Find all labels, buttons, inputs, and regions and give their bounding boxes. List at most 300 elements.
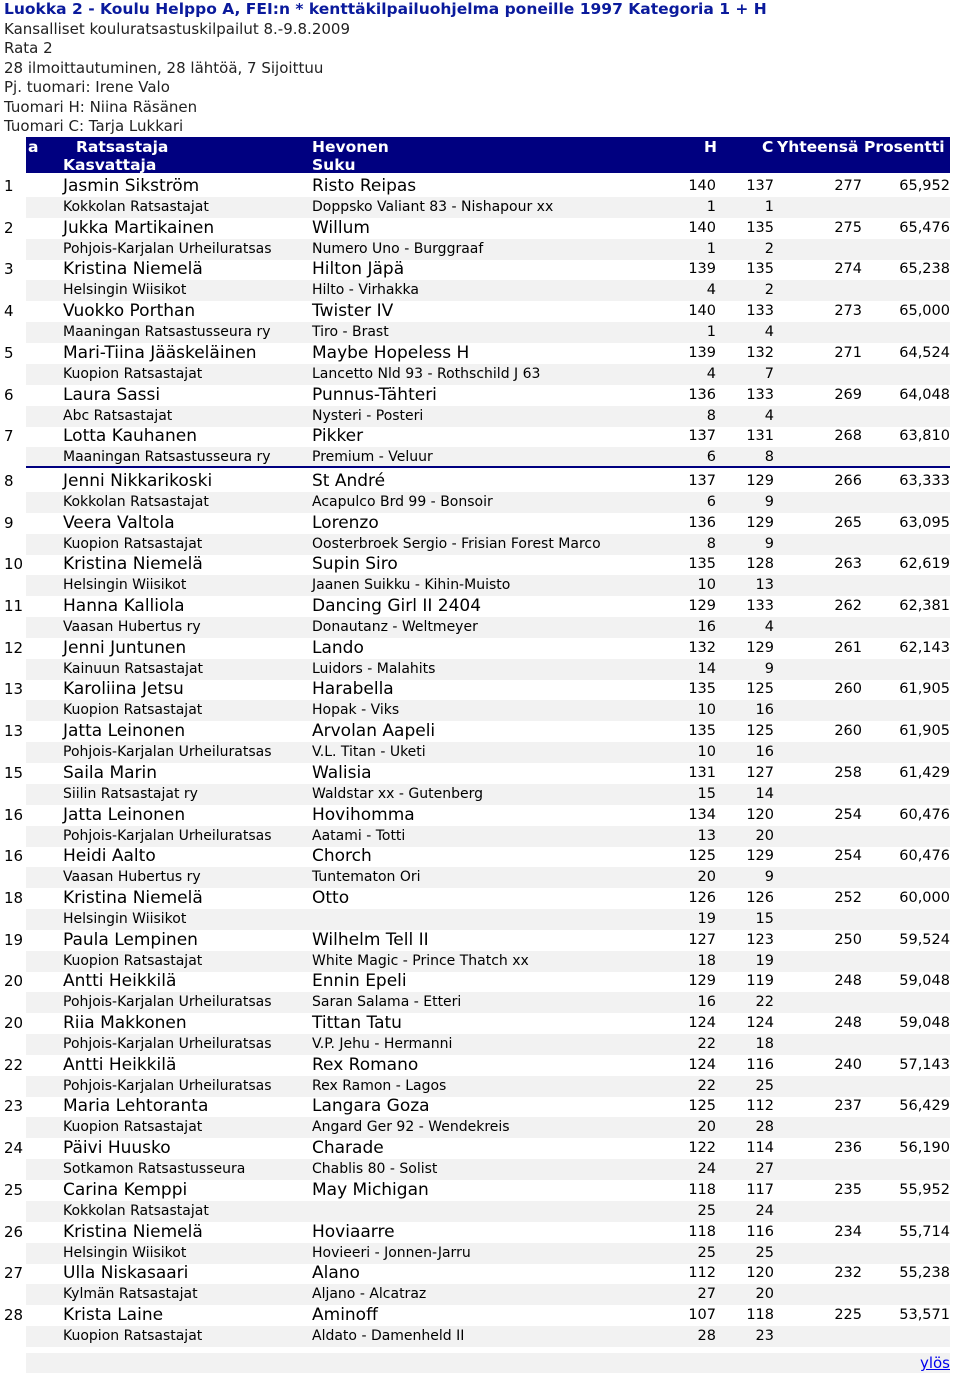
table-row	[0, 1180, 960, 1222]
table-row	[0, 930, 960, 972]
club-name: Helsingin Wiisikot	[63, 1244, 187, 1261]
score-total: 277	[834, 178, 862, 194]
horse-name: Supin Siro	[312, 554, 398, 575]
score-c: 133	[746, 598, 774, 614]
score-c: 120	[746, 1265, 774, 1282]
score-c: 125	[746, 681, 774, 698]
placing-c: 9	[764, 535, 774, 552]
rider-name: Jukka Martikainen	[63, 217, 215, 238]
rider-name: Jenni Nikkarikoski	[63, 470, 213, 491]
table-row	[0, 301, 960, 343]
club-name: Kuopion Ratsastajat	[63, 952, 203, 969]
horse-name: Pikker	[312, 426, 364, 447]
score-h: 139	[688, 344, 716, 361]
rank: 16	[4, 847, 24, 866]
placing-h: 4	[706, 365, 716, 382]
placing-c: 9	[764, 869, 774, 886]
pedigree: Luidors - Malahits	[312, 660, 436, 677]
pedigree: V.L. Titan - Uketi	[312, 744, 426, 761]
club-name: Abc Ratsastajat	[63, 407, 173, 424]
score-percent: 63,095	[899, 514, 950, 531]
rider-name: Ulla Niskasaari	[63, 1263, 189, 1284]
score-c: 137	[746, 178, 774, 194]
score-c: 124	[746, 1015, 774, 1031]
score-c: 129	[746, 472, 774, 489]
score-c: 127	[746, 764, 774, 781]
club-name: Pohjois-Karjalan Urheiluratsas	[63, 240, 272, 257]
placing-c: 2	[764, 282, 774, 299]
score-total: 258	[834, 764, 862, 781]
score-total: 237	[834, 1098, 862, 1115]
score-total: 263	[834, 556, 862, 573]
score-c: 131	[746, 428, 774, 445]
score-percent: 62,381	[899, 598, 950, 614]
score-c: 123	[746, 931, 774, 948]
table-row	[0, 638, 960, 680]
score-h: 134	[688, 806, 716, 823]
pedigree: Hopak - Viks	[312, 702, 400, 719]
placing-h: 1	[706, 240, 716, 257]
table-row	[0, 343, 960, 385]
club-name: Kokkolan Ratsastajat	[63, 493, 209, 510]
placing-h: 25	[697, 1202, 716, 1219]
placing-h: 6	[706, 493, 716, 510]
score-h: 135	[688, 681, 716, 698]
placing-h: 10	[697, 577, 716, 594]
horse-name: Chorch	[312, 846, 372, 867]
score-percent: 64,524	[899, 344, 950, 361]
score-percent: 55,952	[899, 1181, 950, 1198]
rank: 10	[4, 555, 24, 574]
score-total: 268	[834, 428, 862, 445]
pedigree: Hilto - Virhakka	[312, 282, 419, 299]
table-row	[0, 679, 960, 721]
placing-h: 1	[706, 324, 716, 341]
placing-h: 22	[697, 1036, 716, 1052]
table-row	[0, 1263, 960, 1305]
rider-name: Jatta Leinonen	[63, 721, 186, 742]
placing-c: 15	[755, 910, 774, 927]
placing-c: 16	[755, 744, 774, 761]
score-c: 135	[746, 261, 774, 278]
club-name: Vaasan Hubertus ry	[63, 869, 201, 886]
score-h: 129	[688, 598, 716, 614]
rider-name: Antti Heikkilä	[63, 1054, 177, 1075]
score-total: 248	[834, 973, 862, 990]
club-name: Pohjois-Karjalan Urheiluratsas	[63, 994, 272, 1011]
score-c: 133	[746, 303, 774, 320]
score-h: 140	[688, 178, 716, 194]
score-percent: 62,619	[899, 556, 950, 573]
placing-c: 8	[764, 449, 774, 466]
score-total: 248	[834, 1015, 862, 1031]
horse-name: Willum	[312, 217, 370, 238]
score-c: 126	[746, 889, 774, 906]
score-h: 118	[688, 1181, 716, 1198]
score-c: 117	[746, 1181, 774, 1198]
club-name: Siilin Ratsastajat ry	[63, 785, 198, 802]
table-row	[0, 1305, 960, 1347]
score-total: 265	[834, 514, 862, 531]
club-name: Kuopion Ratsastajat	[63, 365, 203, 382]
pedigree: Numero Uno - Burggraaf	[312, 240, 484, 257]
score-percent: 65,000	[899, 303, 950, 320]
footer-band	[26, 1353, 950, 1373]
horse-name: Risto Reipas	[312, 176, 417, 196]
rank: 20	[4, 972, 24, 991]
placing-h: 8	[706, 407, 716, 424]
rank: 7	[4, 427, 14, 446]
arena-name: Rata 2	[4, 39, 53, 57]
score-c: 128	[746, 556, 774, 573]
score-h: 124	[688, 1015, 716, 1031]
placing-separator	[26, 466, 950, 468]
rank: 15	[4, 763, 24, 782]
horse-name: Twister IV	[312, 301, 394, 322]
table-row	[0, 385, 960, 427]
rider-name: Kristina Niemelä	[63, 1221, 203, 1242]
pedigree: Lancetto Nld 93 - Rothschild J 63	[312, 365, 541, 382]
club-name: Pohjois-Karjalan Urheiluratsas	[63, 827, 272, 844]
score-total: 261	[834, 639, 862, 656]
score-percent: 60,476	[899, 848, 950, 865]
placing-c: 2	[764, 240, 774, 257]
club-name: Kuopion Ratsastajat	[63, 1119, 203, 1136]
placing-h: 19	[697, 910, 716, 927]
score-h: 140	[688, 219, 716, 236]
pedigree: Oosterbroek Sergio - Frisian Forest Marco	[312, 535, 601, 552]
pedigree: Premium - Veluur	[312, 449, 433, 466]
placing-h: 13	[697, 827, 716, 844]
table-row	[0, 513, 960, 555]
score-c: 116	[746, 1056, 774, 1073]
score-h: 122	[688, 1140, 716, 1157]
rank: 20	[4, 1014, 24, 1032]
placing-h: 22	[697, 1077, 716, 1094]
horse-name: Ennin Epeli	[312, 971, 407, 992]
rider-name: Veera Valtola	[63, 512, 175, 533]
pedigree: V.P. Jehu - Hermanni	[312, 1036, 453, 1052]
score-total: 235	[834, 1181, 862, 1198]
club-name: Vaasan Hubertus ry	[63, 619, 201, 635]
score-h: 137	[688, 472, 716, 489]
pedigree: Jaanen Suikku - Kihin-Muisto	[312, 577, 511, 594]
score-c: 112	[746, 1098, 774, 1115]
page-header	[4, 0, 767, 137]
table-row	[0, 1013, 960, 1055]
chief-judge: Pj. tuomari: Irene Valo	[4, 78, 170, 96]
col-percent: Prosentti	[864, 138, 945, 156]
score-h: 135	[688, 723, 716, 740]
score-percent: 55,238	[899, 1265, 950, 1282]
placing-h: 6	[706, 449, 716, 466]
score-total: 240	[834, 1056, 862, 1073]
horse-name: Otto	[312, 887, 350, 908]
club-name: Kokkolan Ratsastajat	[63, 199, 209, 215]
horse-name: Harabella	[312, 679, 394, 700]
score-total: 271	[834, 344, 862, 361]
horse-name: Hoviaarre	[312, 1221, 395, 1242]
club-name: Maaningan Ratsastusseura ry	[63, 449, 271, 466]
col-club: Kasvattaja	[63, 156, 157, 174]
placing-c: 9	[764, 660, 774, 677]
score-h: 125	[688, 1098, 716, 1115]
placing-h: 10	[697, 744, 716, 761]
score-percent: 59,048	[899, 973, 950, 990]
placing-h: 27	[697, 1286, 716, 1303]
score-c: 118	[746, 1306, 774, 1323]
placing-c: 7	[764, 365, 774, 382]
score-h: 126	[688, 889, 716, 906]
rank: 18	[4, 888, 24, 907]
score-c: 114	[746, 1140, 774, 1157]
score-percent: 59,524	[899, 931, 950, 948]
score-percent: 61,905	[899, 681, 950, 698]
rank: 11	[4, 597, 24, 615]
club-name: Pohjois-Karjalan Urheiluratsas	[63, 744, 272, 761]
col-horse: Hevonen	[312, 138, 389, 156]
score-total: 250	[834, 931, 862, 948]
rank: 28	[4, 1305, 24, 1324]
score-percent: 62,143	[899, 639, 950, 656]
table-row	[0, 971, 960, 1013]
placing-c: 16	[755, 702, 774, 719]
rank: 12	[4, 638, 24, 657]
col-c: C	[762, 138, 774, 156]
club-name: Pohjois-Karjalan Urheiluratsas	[63, 1036, 272, 1052]
score-total: 252	[834, 889, 862, 906]
pedigree: Angard Ger 92 - Wendekreis	[312, 1119, 510, 1136]
placing-c: 19	[755, 952, 774, 969]
rank: 4	[4, 302, 14, 321]
score-total: 254	[834, 848, 862, 865]
rank: 22	[4, 1055, 24, 1074]
table-row	[0, 218, 960, 260]
score-h: 112	[688, 1265, 716, 1282]
rank: 3	[4, 260, 14, 279]
horse-name: Charade	[312, 1138, 384, 1159]
rank: 2	[4, 218, 14, 237]
pedigree: Aatami - Totti	[312, 827, 406, 844]
horse-name: Lorenzo	[312, 512, 379, 533]
score-h: 118	[688, 1223, 716, 1240]
score-percent: 60,476	[899, 806, 950, 823]
rider-name: Maria Lehtoranta	[63, 1096, 209, 1117]
horse-name: Wilhelm Tell II	[312, 929, 429, 950]
score-h: 136	[688, 514, 716, 531]
placing-h: 24	[697, 1161, 716, 1178]
rider-name: Jatta Leinonen	[63, 804, 186, 825]
score-c: 119	[746, 973, 774, 990]
rider-name: Kristina Niemelä	[63, 554, 203, 575]
placing-c: 23	[755, 1327, 774, 1344]
score-h: 135	[688, 556, 716, 573]
placing-c: 22	[755, 994, 774, 1011]
pedigree: Saran Salama - Etteri	[312, 994, 462, 1011]
col-rider: Ratsastaja	[76, 138, 169, 156]
table-row	[0, 1138, 960, 1180]
score-c: 129	[746, 639, 774, 656]
score-percent: 55,714	[899, 1223, 950, 1240]
rider-name: Vuokko Porthan	[63, 301, 196, 322]
score-h: 137	[688, 428, 716, 445]
club-name: Helsingin Wiisikot	[63, 910, 187, 927]
score-total: 254	[834, 806, 862, 823]
table-row	[0, 471, 960, 513]
placing-h: 28	[697, 1327, 716, 1344]
placing-c: 9	[764, 493, 774, 510]
placing-c: 4	[764, 324, 774, 341]
club-name: Kuopion Ratsastajat	[63, 1327, 203, 1344]
score-percent: 60,000	[899, 889, 950, 906]
score-c: 135	[746, 219, 774, 236]
judge-c: Tuomari C: Tarja Lukkari	[4, 117, 184, 135]
table-row	[0, 1096, 960, 1138]
score-c: 125	[746, 723, 774, 740]
score-h: 127	[688, 931, 716, 948]
placing-c: 4	[764, 407, 774, 424]
rank: 24	[4, 1139, 24, 1158]
table-row	[0, 1055, 960, 1097]
rank: 9	[4, 513, 14, 532]
rider-name: Carina Kemppi	[63, 1179, 188, 1200]
judge-h: Tuomari H: Niina Räsänen	[4, 97, 198, 116]
rank: 16	[4, 805, 24, 824]
horse-name: St André	[312, 470, 386, 491]
rider-name: Hanna Kalliola	[63, 596, 185, 616]
placing-c: 20	[755, 1286, 774, 1303]
score-h: 132	[688, 639, 716, 656]
horse-name: Alano	[312, 1263, 360, 1284]
placing-c: 13	[755, 577, 774, 594]
placing-h: 16	[697, 619, 716, 635]
placing-c: 14	[755, 785, 774, 802]
placing-h: 18	[697, 952, 716, 969]
placing-h: 16	[697, 994, 716, 1011]
placing-c: 25	[755, 1077, 774, 1094]
horse-name: Punnus-Tähteri	[312, 384, 437, 405]
score-total: 232	[834, 1265, 862, 1282]
table-row	[0, 259, 960, 301]
rider-name: Kristina Niemelä	[63, 887, 203, 908]
score-c: 129	[746, 848, 774, 865]
score-h: 124	[688, 1056, 716, 1073]
score-total: 262	[834, 598, 862, 614]
rider-name: Mari-Tiina Jääskeläinen	[63, 342, 257, 363]
rank: 19	[4, 930, 24, 949]
club-name: Kuopion Ratsastajat	[63, 702, 203, 719]
score-h: 125	[688, 848, 716, 865]
rider-name: Saila Marin	[63, 762, 158, 783]
placing-c: 20	[755, 827, 774, 844]
placing-h: 4	[706, 282, 716, 299]
table-row	[0, 763, 960, 805]
horse-name: Hovihomma	[312, 804, 415, 825]
horse-name: May Michigan	[312, 1179, 429, 1200]
rider-name: Krista Laine	[63, 1304, 164, 1325]
placing-c: 25	[755, 1244, 774, 1261]
placing-h: 1	[706, 199, 716, 215]
rank: 1	[4, 177, 14, 195]
score-percent: 53,571	[899, 1306, 950, 1323]
club-name: Kylmän Ratsastajat	[63, 1286, 198, 1303]
rider-name: Riia Makkonen	[63, 1013, 187, 1033]
score-c: 133	[746, 386, 774, 403]
score-c: 116	[746, 1223, 774, 1240]
score-percent: 57,143	[899, 1056, 950, 1073]
score-total: 225	[834, 1306, 862, 1323]
entries-info: 28 ilmoittautuminen, 28 lähtöä, 7 Sijoittuu	[4, 58, 324, 77]
horse-name: Arvolan Aapeli	[312, 721, 436, 742]
placing-c: 4	[764, 619, 774, 635]
placing-h: 25	[697, 1244, 716, 1261]
score-c: 129	[746, 514, 774, 531]
rank: 8	[4, 471, 14, 490]
horse-name: Rex Romano	[312, 1054, 419, 1075]
score-total: 269	[834, 386, 862, 403]
table-row	[0, 846, 960, 888]
col-pedigree: Suku	[312, 156, 356, 174]
score-total: 275	[834, 219, 862, 236]
score-percent: 63,810	[899, 428, 950, 445]
rider-name: Laura Sassi	[63, 384, 161, 405]
rank: 13	[4, 722, 24, 741]
rider-name: Jasmin Sikström	[63, 176, 200, 196]
score-percent: 59,048	[899, 1015, 950, 1031]
rank: 13	[4, 680, 24, 699]
rank: 6	[4, 385, 14, 404]
pedigree: Acapulco Brd 99 - Bonsoir	[312, 493, 493, 510]
rider-name: Lotta Kauhanen	[63, 426, 197, 447]
club-name: Pohjois-Karjalan Urheiluratsas	[63, 1077, 272, 1094]
pedigree: Tiro - Brast	[312, 324, 389, 341]
placing-c: 28	[755, 1119, 774, 1136]
col-total: Yhteensä	[777, 138, 859, 156]
score-percent: 64,048	[899, 386, 950, 403]
score-total: 260	[834, 723, 862, 740]
rank: 23	[4, 1097, 24, 1116]
score-h: 136	[688, 386, 716, 403]
pedigree: Tuntematon Ori	[312, 869, 421, 886]
placing-c: 18	[755, 1036, 774, 1052]
rank: 5	[4, 343, 14, 362]
placing-h: 14	[697, 660, 716, 677]
placing-h: 10	[697, 702, 716, 719]
score-h: 139	[688, 261, 716, 278]
rider-name: Jenni Juntunen	[63, 637, 187, 658]
horse-name: Dancing Girl II 2404	[312, 596, 482, 616]
back-to-top-link[interactable]: ylös	[919, 1354, 950, 1372]
placing-c: 24	[755, 1202, 774, 1219]
score-percent: 56,190	[899, 1140, 950, 1157]
club-name: Kainuun Ratsastajat	[63, 660, 204, 677]
score-total: 274	[834, 261, 862, 278]
horse-name: Hilton Jäpä	[312, 259, 405, 280]
rider-name: Paula Lempinen	[63, 929, 198, 950]
rider-name: Heidi Aalto	[63, 846, 156, 867]
score-percent: 65,238	[899, 261, 950, 278]
club-name: Kokkolan Ratsastajat	[63, 1202, 209, 1219]
horse-name: Walisia	[312, 762, 372, 783]
score-total: 266	[834, 472, 862, 489]
score-percent: 65,476	[899, 219, 950, 236]
horse-name: Tittan Tatu	[312, 1013, 402, 1033]
table-header	[26, 137, 950, 173]
rider-name: Antti Heikkilä	[63, 971, 177, 992]
horse-name: Lando	[312, 637, 364, 658]
table-row	[0, 721, 960, 763]
pedigree: White Magic - Prince Thatch xx	[312, 952, 529, 969]
